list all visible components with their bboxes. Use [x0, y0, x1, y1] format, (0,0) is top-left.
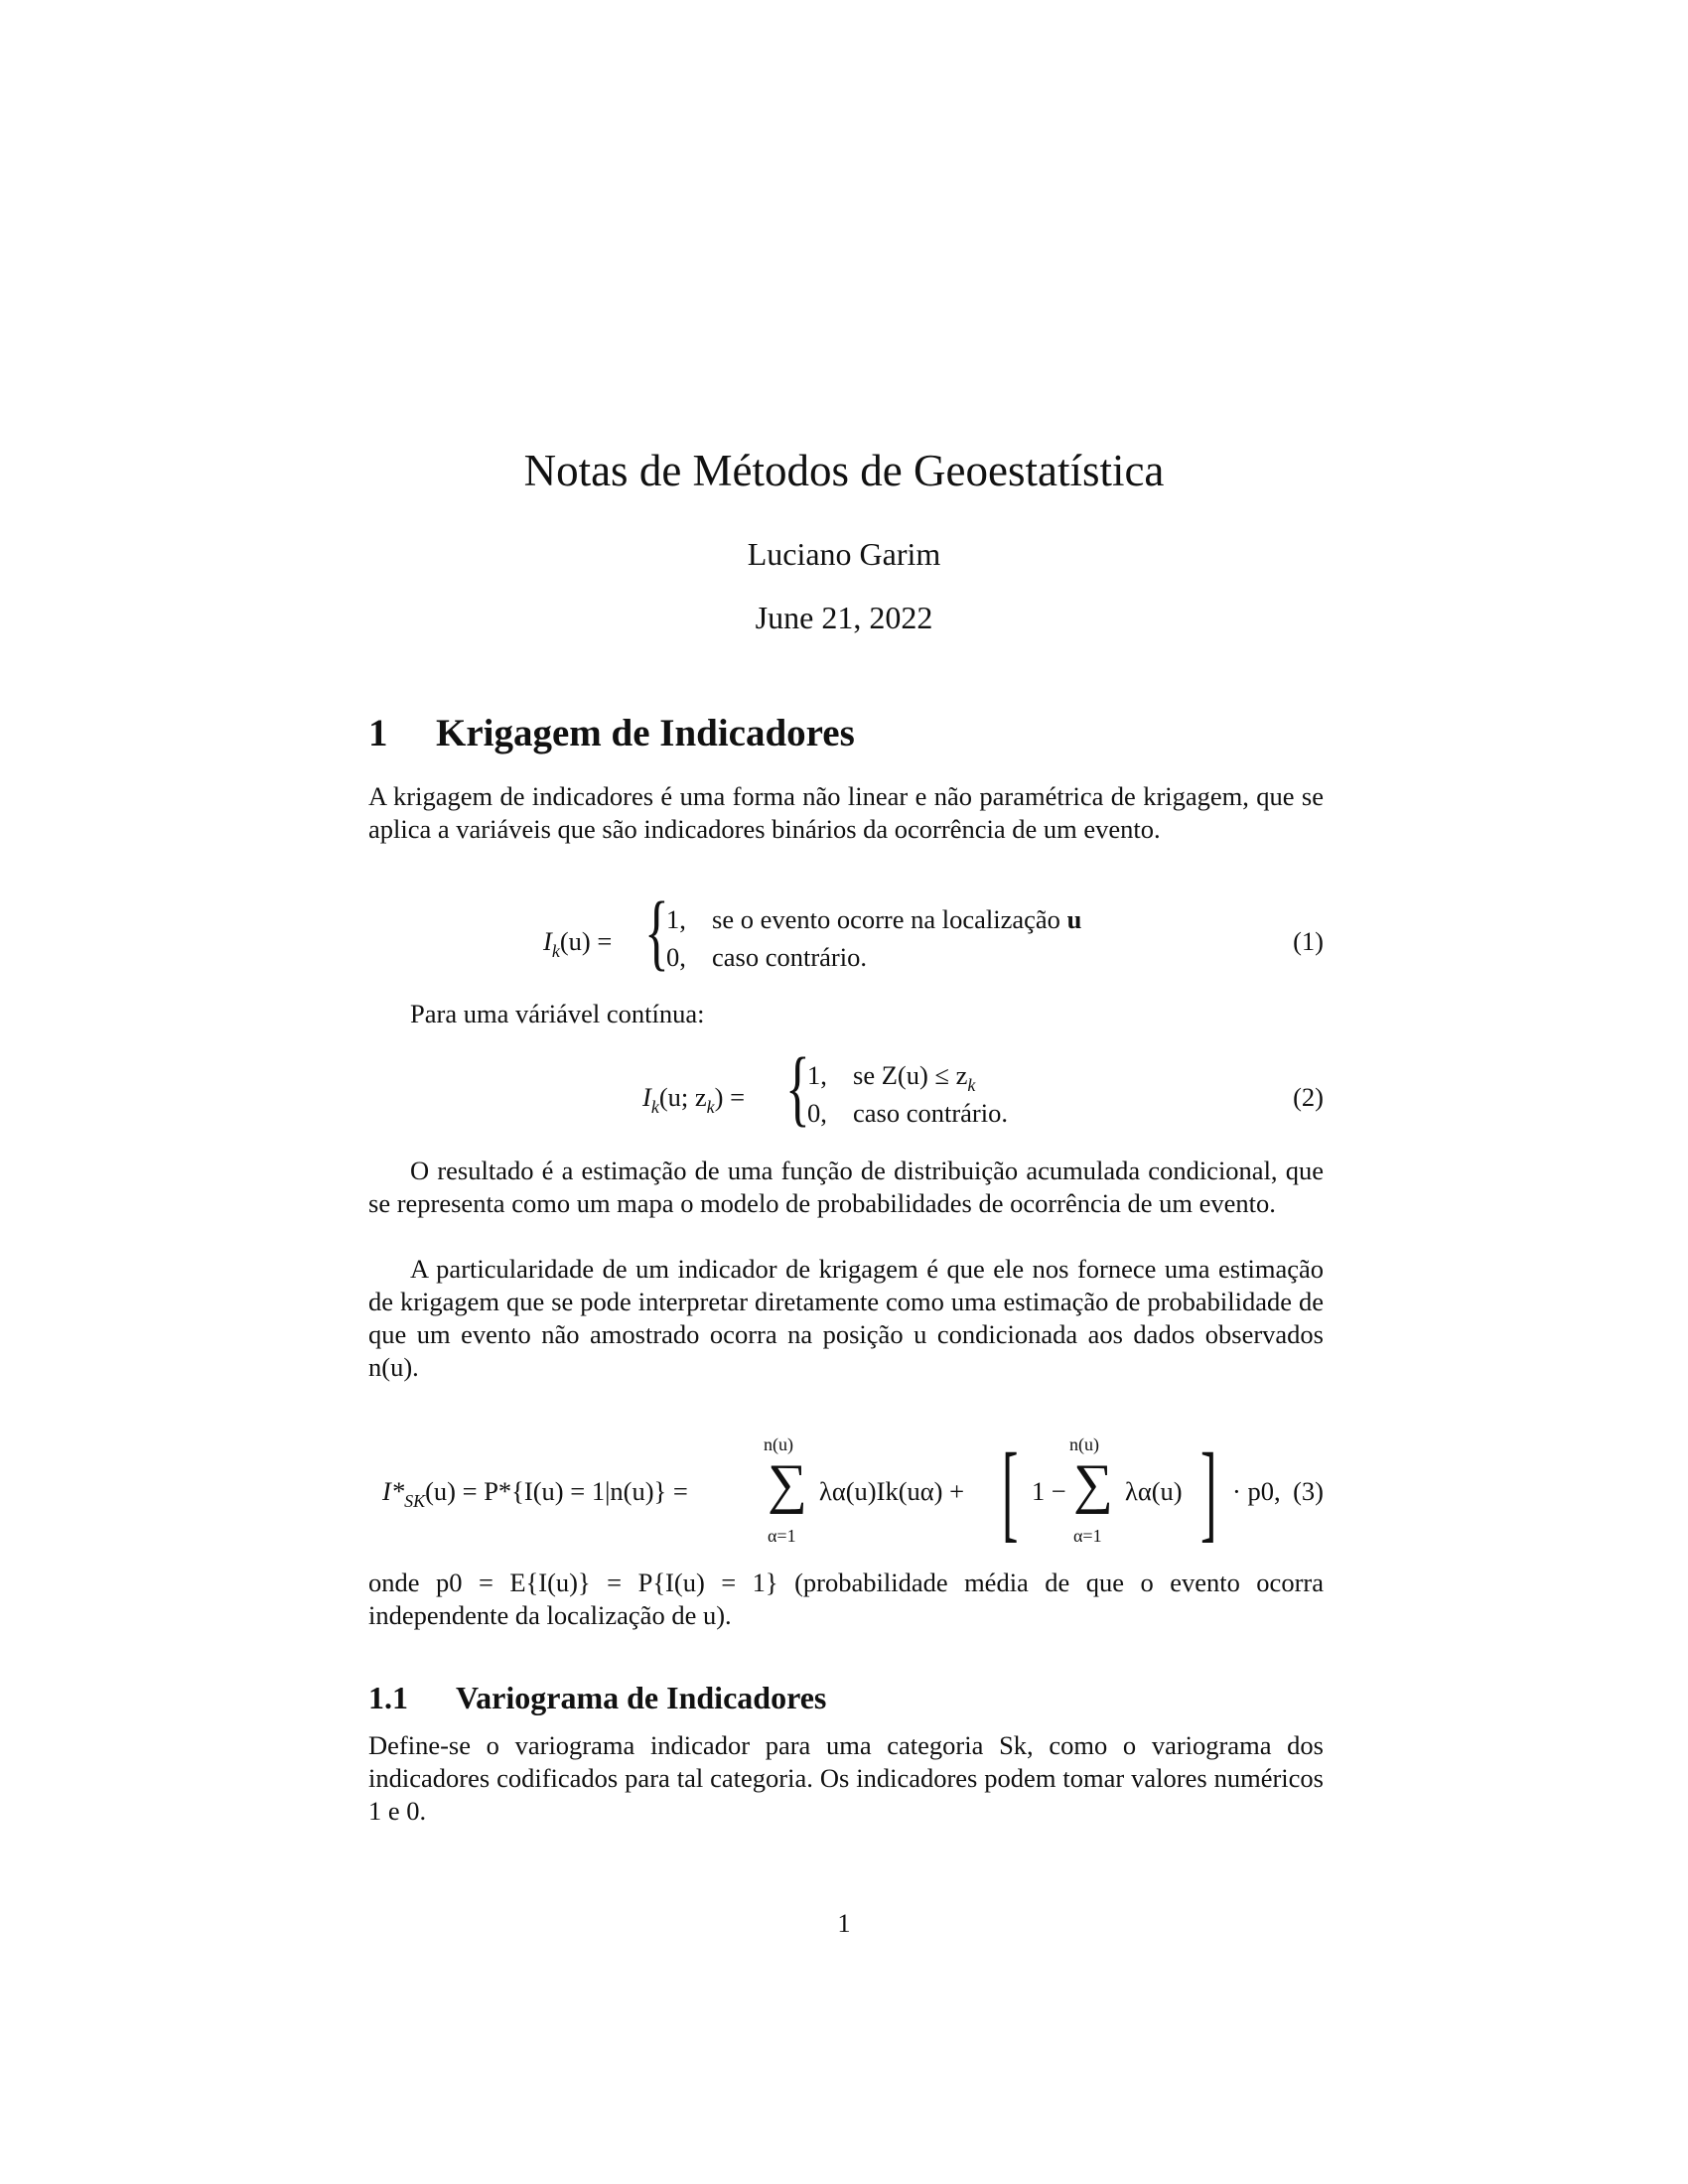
eq2-case2-condition: caso contrário. [853, 1098, 1008, 1128]
eq1-case2-condition: caso contrário. [712, 942, 867, 972]
paragraph-intro: A krigagem de indicadores é uma forma não linear e não paramétrica de krigagem, que se aplica a variáveis que são indicadores binários da ocorrência de um evento. [368, 781, 1324, 844]
subsection-number: 1.1 [368, 1680, 408, 1715]
eq3-bracket-left: [ [1002, 1431, 1019, 1552]
equation-number-2: (2) [1293, 1082, 1324, 1112]
eq3-sum2-lower: α=1 [1073, 1526, 1102, 1546]
eq2-case2: 0, [807, 1098, 827, 1128]
paragraph-continuous: Para uma váriável contínua: [410, 999, 705, 1028]
paragraph-where: onde p0 = E{I(u)} = P{I(u) = 1} (probabilidade média de que o evento ocorra independente da localização de u). [368, 1568, 1324, 1630]
subsection-title: Variograma de Indicadores [456, 1680, 827, 1715]
page-number: 1 [837, 1908, 851, 1938]
eq3-bracket-right: ] [1200, 1431, 1217, 1552]
section-number: 1 [368, 712, 388, 754]
eq1-lhs: $I_k(u)$ = [543, 926, 613, 961]
eq2-lhs: $I_k(u$; $z_k$) = [642, 1082, 746, 1117]
eq1-brace: { [644, 884, 669, 979]
eq3-bracket-one: 1 − [1032, 1476, 1066, 1506]
eq3-sum2-upper: n(u) [1069, 1434, 1099, 1454]
eq1-case1-condition: se o evento ocorre na localização u [712, 904, 1082, 934]
eq3-sum1-upper: n(u) [764, 1434, 793, 1454]
eq3-sum1-symbol: ∑ [768, 1453, 807, 1515]
eq1-case2: 0, [666, 942, 686, 972]
equation-3 [368, 1431, 1324, 1554]
document-title: Notas de Métodos de Geoestatística [523, 446, 1165, 495]
eq3-sum2-symbol: ∑ [1073, 1453, 1113, 1515]
eq1-case1: 1, [666, 904, 686, 934]
document-author: Luciano Garim [747, 536, 941, 572]
section-heading [368, 711, 855, 755]
eq2-case1: 1, [807, 1060, 827, 1090]
equation-number-1: (1) [1293, 926, 1324, 956]
paragraph-particularity: A particularidade de um indicador de krigagem é que ele nos fornece uma estimação de krigagem que se pode interpretar diretamente como uma estimação de probabilidade de que um evento não amostrado ocorra na posição u condicionada aos dados observados n(u). [368, 1254, 1324, 1382]
eq3-sum1-lower: α=1 [768, 1526, 796, 1546]
paragraph-result: O resultado é a estimação de uma função de distribuição acumulada condicional, que se representa como um mapa o modelo de probabilidades de ocorrência de um evento. [368, 1156, 1324, 1218]
equation-1 [368, 884, 1324, 979]
eq3-term2: λα(u) [1125, 1476, 1183, 1506]
eq2-brace: { [785, 1039, 810, 1135]
eq3-term1: λα(u)Ik(uα) + [819, 1476, 965, 1506]
section-title: Krigagem de Indicadores [436, 712, 855, 754]
eq2-case1-condition: se $Z(u) \le z_k$ [853, 1060, 976, 1095]
eq3-tail: · p0, [1232, 1476, 1281, 1506]
eq3-lhs: $I*_{SK}(u) = P*\{I(u) = 1|n(u)\}$ = [382, 1476, 688, 1511]
document-date: June 21, 2022 [755, 600, 933, 635]
equation-2 [368, 1039, 1324, 1135]
equation-number-3: (3) [1293, 1476, 1324, 1506]
paragraph-variogram: Define-se o variograma indicador para uma categoria Sk, como o variograma dos indicadores codificados para tal categoria. Os indicadores podem tomar valores numéricos 1 e 0. [368, 1730, 1324, 1826]
subsection-heading [368, 1680, 826, 1716]
